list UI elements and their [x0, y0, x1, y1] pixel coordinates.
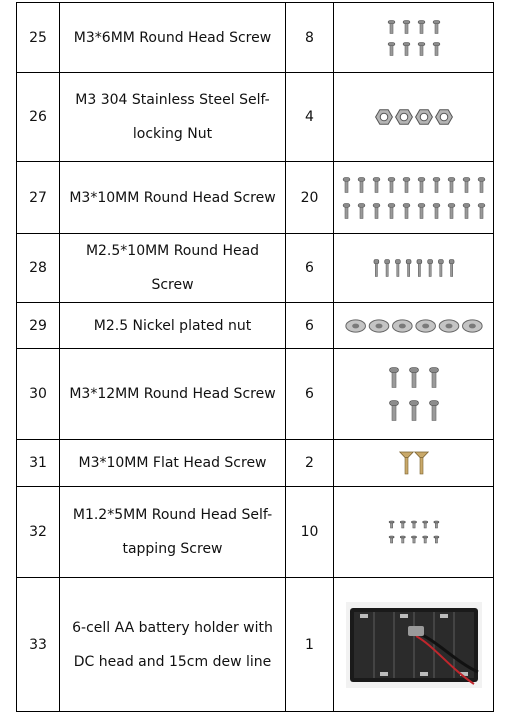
- screw-item: [373, 203, 380, 218]
- screw-item: [403, 177, 410, 192]
- screw-item: [389, 521, 394, 528]
- screw-item: [399, 452, 413, 474]
- screw-item: [343, 203, 350, 218]
- screw-item: [388, 42, 395, 55]
- item-image: [334, 349, 494, 440]
- screw-item: [433, 20, 440, 33]
- screw-item: [427, 260, 432, 277]
- screw-item: [388, 203, 395, 218]
- nut-icon: [374, 106, 454, 128]
- screw-item: [400, 521, 405, 528]
- item-name: M3*12MM Round Head Screw: [60, 349, 286, 440]
- screw-item: [429, 368, 438, 388]
- item-name: M3 304 Stainless Steel Self-locking Nut: [60, 73, 286, 162]
- screw-item: [418, 203, 425, 218]
- screw-item: [433, 203, 440, 218]
- battery-holder-icon: [346, 602, 482, 688]
- item-number: 33: [17, 578, 60, 712]
- screw-item: [373, 260, 378, 277]
- screw-item: [406, 260, 411, 277]
- screw-item: [478, 177, 485, 192]
- item-name: M1.2*5MM Round Head Self-tapping Screw: [60, 487, 286, 578]
- item-name: M2.5*10MM Round Head Screw: [60, 234, 286, 303]
- screw-item: [395, 260, 400, 277]
- item-number: 29: [17, 303, 60, 349]
- screw-icon: [384, 361, 444, 427]
- item-image: [334, 303, 494, 349]
- screw-item: [433, 521, 438, 528]
- table-row: [17, 349, 494, 440]
- screw-icon: [384, 16, 444, 60]
- item-quantity: 6: [286, 303, 334, 349]
- screw-item: [418, 20, 425, 33]
- item-quantity: 2: [286, 440, 334, 487]
- screw-item: [422, 521, 427, 528]
- screw-item: [463, 203, 470, 218]
- screw-item: [389, 401, 398, 421]
- table-row: [17, 73, 494, 162]
- parts-table: [16, 2, 494, 712]
- table-row: [17, 162, 494, 234]
- item-number: 30: [17, 349, 60, 440]
- item-image: [334, 487, 494, 578]
- screw-item: [389, 536, 394, 543]
- screw-item: [433, 177, 440, 192]
- screw-icon: [386, 517, 442, 547]
- item-number: 31: [17, 440, 60, 487]
- screw-item: [403, 203, 410, 218]
- item-number: 26: [17, 73, 60, 162]
- item-image: [334, 73, 494, 162]
- item-number: 25: [17, 3, 60, 73]
- item-quantity: 6: [286, 349, 334, 440]
- item-image: [334, 440, 494, 487]
- flat-screw-icon: [399, 448, 429, 478]
- table-row: [17, 234, 494, 303]
- item-name: M3*10MM Round Head Screw: [60, 162, 286, 234]
- item-number: 28: [17, 234, 60, 303]
- screw-item: [418, 42, 425, 55]
- screw-item: [409, 401, 418, 421]
- item-quantity: 4: [286, 73, 334, 162]
- item-quantity: 6: [286, 234, 334, 303]
- table-row: [17, 487, 494, 578]
- screw-item: [403, 20, 410, 33]
- screw-item: [388, 20, 395, 33]
- screw-item: [418, 177, 425, 192]
- item-name: M3*10MM Flat Head Screw: [60, 440, 286, 487]
- table-row: [17, 440, 494, 487]
- screw-item: [478, 203, 485, 218]
- item-number: 27: [17, 162, 60, 234]
- item-image: [334, 234, 494, 303]
- screw-item: [414, 452, 428, 474]
- screw-item: [388, 177, 395, 192]
- screw-item: [416, 260, 421, 277]
- screw-icon: [371, 255, 457, 281]
- table-row: [17, 303, 494, 349]
- screw-item: [358, 203, 365, 218]
- screw-item: [449, 260, 454, 277]
- item-name: M2.5 Nickel plated nut: [60, 303, 286, 349]
- screw-item: [411, 536, 416, 543]
- screw-item: [389, 368, 398, 388]
- screw-item: [343, 177, 350, 192]
- item-quantity: 1: [286, 578, 334, 712]
- screw-item: [384, 260, 389, 277]
- screw-item: [400, 536, 405, 543]
- item-quantity: 20: [286, 162, 334, 234]
- screw-item: [438, 260, 443, 277]
- item-image: [334, 162, 494, 234]
- screw-item: [448, 203, 455, 218]
- nut-icon: [344, 318, 484, 334]
- table-row: [17, 578, 494, 712]
- screw-item: [429, 401, 438, 421]
- screw-icon: [339, 172, 489, 224]
- screw-item: [403, 42, 410, 55]
- item-image: [334, 3, 494, 73]
- table-row: [17, 3, 494, 73]
- screw-item: [411, 521, 416, 528]
- item-number: 32: [17, 487, 60, 578]
- screw-item: [422, 536, 427, 543]
- screw-item: [373, 177, 380, 192]
- screw-item: [433, 536, 438, 543]
- item-name: M3*6MM Round Head Screw: [60, 3, 286, 73]
- screw-item: [433, 42, 440, 55]
- screw-item: [448, 177, 455, 192]
- item-image: [334, 578, 494, 712]
- screw-item: [463, 177, 470, 192]
- item-quantity: 8: [286, 3, 334, 73]
- item-quantity: 10: [286, 487, 334, 578]
- screw-item: [409, 368, 418, 388]
- item-name: 6-cell AA battery holder with DC head and 15cm dew line: [60, 578, 286, 712]
- screw-item: [358, 177, 365, 192]
